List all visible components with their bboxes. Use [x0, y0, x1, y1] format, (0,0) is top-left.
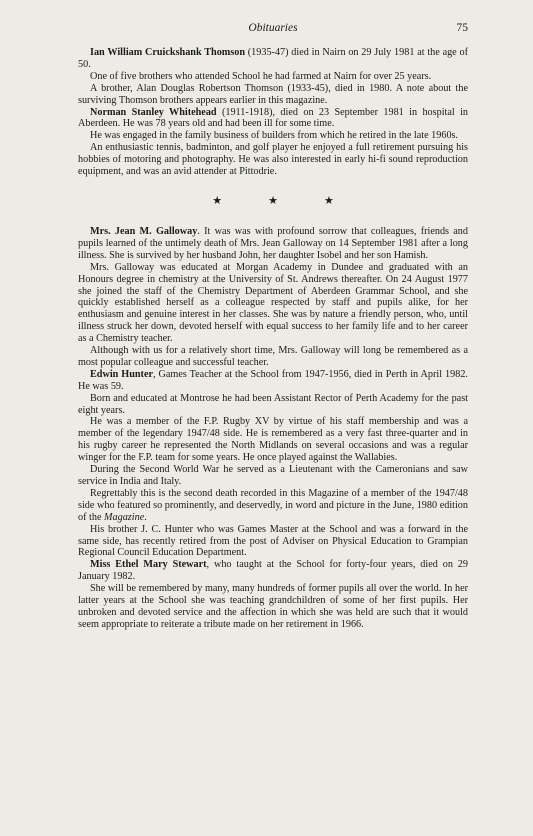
obituary-paragraph: Mrs. Galloway was educated at Morgan Academy in Dundee and graduated with an Honours degree in chemistry at the University of St. Andrews thereafter. On 24 August 1977 she joined the staff of the Chemistry Department of Aberdeen Grammar School, and she quickly established herself as a colleague respected by staff and pupils alike, for her enthusiasm and genuine interest in her classes. She was by nature a friendly person, who, until illness struck her down, devoted herself with equal success to her family life and to her career as a Chemistry teacher.	[78, 261, 468, 345]
obituary-paragraph: Born and educated at Montrose he had been Assistant Rector of Perth Academy for the past eight years.	[78, 392, 468, 416]
obituary-name: Edwin Hunter	[90, 368, 153, 380]
star-icon: ★	[323, 194, 334, 207]
obituary-name: Miss Ethel Mary Stewart	[90, 559, 207, 571]
obituary-paragraph: His brother J. C. Hunter who was Games Master at the School and was a forward in the same side, has recently retired from the post of Adviser on Physical Education to Grampian Regional Council Education Department.	[78, 523, 468, 559]
obituary-paragraph: Although with us for a relatively short time, Mrs. Galloway will long be remembered as a most popular colleague and successful teacher.	[78, 345, 468, 368]
page-number: 75	[456, 22, 468, 34]
obituary-galloway-intro	[78, 226, 468, 262]
obituary-paragraph: A brother, Alan Douglas Robertson Thomson (1933-45), died in 1980. A note about the surviving Thomson brothers appears earlier in this magazine.	[78, 82, 468, 106]
star-icon: ★	[212, 194, 223, 207]
obituary-text: (1935-47) died in Nairn on 29 July 1981 at the age of 50.	[78, 47, 468, 70]
running-title: Obituaries	[248, 22, 298, 34]
obituary-name: Mrs. Jean M. Galloway	[90, 225, 198, 237]
obituary-name: Norman Stanley Whitehead	[90, 106, 217, 118]
obituary-paragraph: He was a member of the F.P. Rugby XV by virtue of his staff membership and was a member of the legendary 1947/48 side. He is remembered as a very fast three-quarter and in his rugby career he represented the North Midlands on several occasions and was a regular winger for the F.P. team for some years. He once played against the Wallabies.	[78, 416, 468, 464]
obituary-paragraph: He was engaged in the family business of builders from which he retired in the late 1960s.	[90, 130, 459, 142]
obituary-text: Regrettably this is the second death recorded in this Magazine of a member of the 1947/48 side who featured so prominently, and deservedly, in word and picture in the June, 1980 edition of the	[78, 487, 468, 523]
obituary-name: Ian William Cruickshank Thomson	[90, 47, 245, 58]
obituaries-body	[78, 47, 468, 631]
obituary-paragraph: She will be remembered by many, many hundreds of former pupils all over the world. In her latter years at the School she was teaching grandchildren of some of her first pupils. Her unbroken and devoted service and the affection in which she was held are such that it would seem appropriate to reiterate a tribute made on her retirement in 1966.	[78, 583, 468, 630]
obituary-text: .	[144, 511, 147, 523]
obituary-text: . It was was with profound sorrow that colleagues, friends and pupils learned of the untimely death of Mrs. Jean Galloway on 14 September 1981 after a long illness. She is survived by her husband John, her daughter Isobel and her son Hamish.	[78, 225, 468, 261]
obituary-paragraph: An enthusiastic tennis, badminton, and golf player he enjoyed a full retirement pursuing his hobbies of motoring and photography. He was also interested in early hi-fi sound reproduction equipment, and was an avid attender at Pittodrie.	[78, 142, 468, 178]
obituary-paragraph: One of five brothers who attended School he had farmed at Nairn for over 25 years.	[90, 70, 432, 82]
obituary-text: , Games Teacher at the School from 1947-1956, died in Perth in April 1982. He was 59.	[78, 368, 468, 392]
obituary-paragraph	[78, 488, 468, 524]
obituary-hunter-intro	[78, 369, 468, 393]
magazine-title: Magazine	[104, 511, 145, 523]
obituary-paragraph: During the Second World War he served as a Lieutenant with the Cameronians and saw service in India and Italy.	[78, 464, 468, 487]
section-separator	[78, 196, 468, 210]
star-icon: ★	[268, 194, 278, 207]
obituary-stewart-intro	[78, 559, 468, 583]
obituary-thomson-intro	[78, 47, 468, 71]
obituary-whitehead-intro	[78, 107, 468, 131]
obituary-text: , who taught at the School for forty-four years, died on 29 January 1982.	[78, 559, 468, 583]
page-header	[78, 22, 468, 38]
obituary-text: (1911-1918), died on 23 September 1981 in hospital in Aberdeen. He was 78 years old and had been ill for some time.	[78, 106, 469, 130]
